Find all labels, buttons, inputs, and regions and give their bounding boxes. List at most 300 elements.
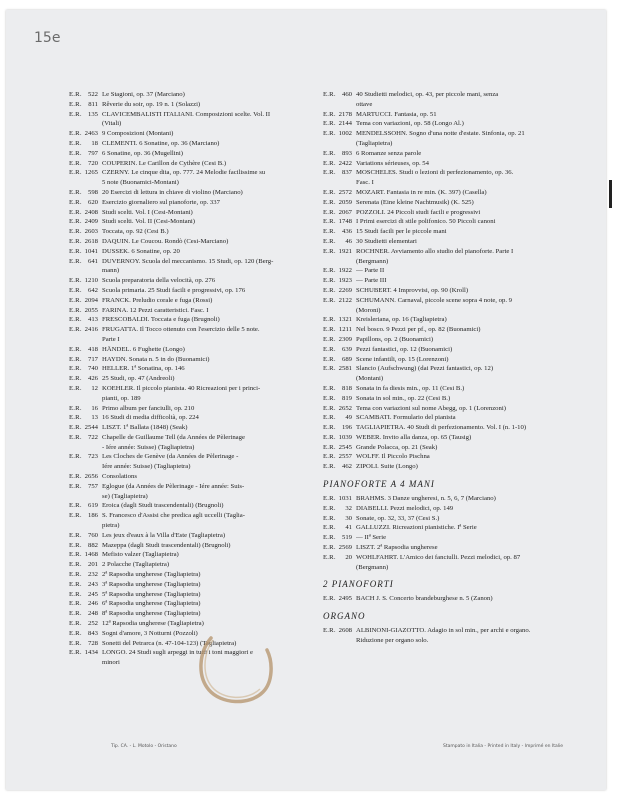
list-item (323, 198, 583, 208)
catalog-number: 2416 (84, 326, 98, 334)
list-item (69, 208, 319, 218)
catalog-number: 243 (87, 580, 98, 588)
catalog-number: 619 (87, 502, 98, 510)
catalog-prefix: E.R. (69, 188, 82, 196)
catalog-prefix: E.R. (69, 326, 82, 334)
catalog-title: 9 Composizioni (Montani) (102, 130, 174, 138)
catalog-number: 30 (345, 514, 352, 522)
list-item (323, 247, 583, 257)
catalog-prefix (69, 492, 82, 502)
catalog-prefix: E.R. (323, 553, 336, 561)
catalog-title: Sonetti del Petrarca (n. 47-104-123) (Tagliapietra) (102, 639, 237, 647)
catalog-number: 2572 (338, 188, 352, 196)
list-item (69, 178, 319, 188)
catalog-title: FRANCK. Preludio corale e fuga (Rossi) (102, 296, 213, 304)
catalog-title: Les Cloches de Genève (da Années de Pèlerinage - (102, 453, 239, 461)
catalog-title: Iére année: Suisse) (Tagliapietra) (102, 463, 191, 471)
list-item (69, 90, 319, 100)
list-item (323, 413, 583, 423)
catalog-title: MARTUCCI. Fantasia, op. 51 (356, 110, 437, 118)
catalog-title: LISZT. 1ª Ballata (1848) (Seak) (102, 424, 188, 432)
catalog-title: Grande Polacca, op. 21 (Seak) (356, 443, 438, 451)
list-item (69, 227, 319, 237)
catalog-title: 6 Sonatine, op. 36 (Mugellini) (102, 149, 183, 157)
catalog-title: (Bergmann) (356, 563, 389, 571)
catalog-title: 40 Studietti melodici, op. 43, per piccole mani, senza (356, 91, 499, 98)
catalog-prefix: E.R. (69, 629, 82, 637)
catalog-number: 837 (341, 169, 352, 177)
list-item (69, 472, 319, 482)
catalog-title: Studi scelti. Vol. II (Cesi-Montani) (102, 218, 195, 226)
list-item (323, 423, 583, 433)
catalog-prefix: E.R. (323, 296, 336, 304)
list-item (323, 404, 583, 414)
catalog-title: 5ª Rapsodia ungherese (Tagliapietra) (102, 590, 201, 598)
catalog-prefix: E.R. (69, 561, 82, 569)
catalog-number: 1921 (338, 247, 352, 255)
catalog-prefix: E.R. (69, 306, 82, 314)
catalog-title: WOLFF. Il Piccolo Pischna (356, 453, 430, 461)
catalog-prefix: E.R. (69, 355, 82, 363)
catalog-title: (Vitali) (102, 120, 122, 128)
list-item (323, 208, 583, 218)
catalog-prefix: E.R. (323, 595, 336, 603)
catalog-prefix: E.R. (69, 237, 82, 245)
list-item (69, 560, 319, 570)
catalog-title: 2ª Rapsodia ungherese (Tagliapietra) (102, 571, 201, 579)
catalog-title: pietra) (102, 522, 120, 530)
catalog-title: — IIª Serie (356, 534, 387, 542)
catalog-title: Papillons, op. 2 (Buonamici) (356, 335, 434, 343)
left-column (69, 90, 319, 668)
catalog-title: Studi scelti. Vol. I (Cesi-Montani) (102, 208, 193, 216)
catalog-prefix: E.R. (323, 453, 336, 461)
catalog-prefix: E.R. (323, 130, 336, 138)
catalog-title: MOZART. Fantasia in re min. (K. 397) (Casella) (356, 188, 487, 196)
catalog-number: 2409 (84, 218, 98, 226)
catalog-prefix: E.R. (69, 620, 82, 628)
catalog-prefix: E.R. (323, 345, 336, 353)
list-item (69, 501, 319, 511)
catalog-title: SCAMBATI. Formulario del pianista (356, 414, 456, 422)
printed-in-italy: Stampato in Italia - Printed in Italy - Imprimé en Italie (443, 744, 564, 749)
catalog-prefix: E.R. (69, 100, 82, 108)
catalog-title: Les jeux d'eaux à la Villa d'Este (Tagliapietra) (102, 531, 226, 539)
catalog-number (82, 462, 102, 472)
catalog-prefix: E.R. (323, 120, 336, 128)
list-item (69, 149, 319, 159)
catalog-number: 135 (87, 110, 98, 118)
catalog-number: 1265 (84, 169, 98, 177)
catalog-number: 642 (87, 286, 98, 294)
catalog-prefix (323, 100, 336, 110)
catalog-number: 252 (87, 620, 98, 628)
catalog-prefix: E.R. (69, 247, 82, 255)
section-heading-organo: ORGANO (323, 611, 366, 622)
list-item (323, 178, 583, 188)
catalog-title: HELLER. 1ª Sonatina, op. 146 (102, 365, 185, 373)
catalog-title: (Bergmann) (356, 257, 389, 265)
list-item (69, 580, 319, 590)
list-item (69, 550, 319, 560)
catalog-number: 20 (345, 553, 352, 561)
catalog-number (82, 521, 102, 531)
catalog-number: 1002 (338, 130, 352, 138)
catalog-prefix: E.R. (69, 482, 82, 490)
catalog-prefix (323, 139, 336, 149)
catalog-prefix: E.R. (323, 149, 336, 157)
catalog-prefix: E.R. (323, 524, 336, 532)
catalog-number: 32 (345, 504, 352, 512)
catalog-number: 1211 (338, 326, 352, 334)
list-item (69, 374, 319, 384)
catalog-number: 811 (88, 100, 98, 108)
catalog-number: 2495 (338, 595, 352, 603)
catalog-title: Toccata, op. 92 (Cesi B.) (102, 228, 169, 236)
list-item (69, 110, 319, 120)
catalog-number: 1468 (84, 551, 98, 559)
catalog-prefix: E.R. (69, 433, 82, 441)
catalog-number: 2463 (84, 130, 98, 138)
catalog-title: ZIPOLI. Suite (Longo) (356, 463, 418, 471)
catalog-prefix: E.R. (69, 639, 82, 647)
list-item (69, 266, 319, 276)
catalog-number: 245 (87, 590, 98, 598)
catalog-title: mann) (102, 267, 120, 275)
list-item (323, 355, 583, 365)
list-item (323, 452, 583, 462)
list-item (323, 266, 583, 276)
catalog-number: 2544 (84, 424, 98, 432)
catalog-number: 598 (87, 188, 98, 196)
catalog-number (336, 374, 356, 384)
list-item (323, 119, 583, 129)
catalog-title: ALBINONI-GIAZOTTO. Adagio in sol min., per archi e organo. (356, 627, 531, 635)
list-item (323, 217, 583, 227)
catalog-number: 882 (87, 541, 98, 549)
catalog-prefix: E.R. (323, 394, 336, 402)
catalog-prefix: E.R. (69, 541, 82, 549)
catalog-number: 2408 (84, 208, 98, 216)
catalog-title: ROCHNER. Avviamento allo studio del pianoforte. Parte I (356, 247, 514, 255)
catalog-prefix (69, 658, 82, 668)
catalog-title: Serenata (Eine kleine Nachtmusik) (K. 525) (356, 198, 474, 206)
catalog-number (82, 492, 102, 502)
catalog-title: Variations sérieuses, op. 54 (356, 159, 429, 167)
catalog-number: 426 (87, 375, 98, 383)
catalog-number: 2608 (338, 627, 352, 635)
catalog-prefix: E.R. (69, 375, 82, 383)
catalog-prefix: E.R. (323, 544, 336, 552)
catalog-title: HÄNDEL. 6 Fughette (Longo) (102, 345, 185, 353)
catalog-prefix: E.R. (323, 627, 336, 635)
list-item (323, 335, 583, 345)
list-item (323, 276, 583, 286)
catalog-number: 2055 (84, 306, 98, 314)
catalog-number: 1434 (84, 649, 98, 657)
list-item (323, 325, 583, 335)
catalog-title: Pezzi fantastici, op. 12 (Buonamici) (356, 345, 453, 353)
catalog-title: (Moroni) (356, 306, 381, 314)
catalog-prefix: E.R. (323, 110, 336, 118)
catalog-prefix: E.R. (69, 169, 82, 177)
catalog-prefix: E.R. (69, 424, 82, 432)
catalog-prefix: E.R. (69, 453, 82, 461)
catalog-number: 418 (87, 345, 98, 353)
list-item (69, 531, 319, 541)
list-item (323, 110, 583, 120)
catalog-title: Sonate, op. 32, 33, 37 (Cesi S.) (356, 514, 440, 522)
catalog-title: Scene infantili, op. 15 (Lorenzoni) (356, 355, 449, 363)
catalog-prefix: E.R. (69, 590, 82, 598)
catalog-title: LISZT. 2ª Rapsodia ungherese (356, 544, 438, 552)
catalog-prefix: E.R. (323, 247, 336, 255)
catalog-number: 819 (341, 394, 352, 402)
list-item (323, 315, 583, 325)
catalog-title: Scuola preparatoria della velocità, op. 276 (102, 277, 216, 285)
catalog-title: Esercizio giornaliero sul pianoforte, op. 337 (102, 198, 220, 206)
catalog-prefix: E.R. (323, 237, 336, 245)
catalog-prefix: E.R. (69, 502, 82, 510)
right-main-list (323, 90, 583, 472)
catalog-number: 201 (87, 561, 98, 569)
catalog-prefix: E.R. (323, 495, 336, 503)
catalog-prefix: E.R. (69, 649, 82, 657)
catalog-number: 18 (91, 139, 98, 147)
catalog-prefix: E.R. (323, 384, 336, 392)
list-item (69, 168, 319, 178)
list-item (69, 433, 319, 443)
catalog-title: 6 Romanze senza parole (356, 149, 422, 157)
list-item (323, 636, 583, 646)
catalog-title: 5 note (Buonamici-Montani) (102, 179, 179, 187)
catalog-title: Sogni d'amore, 3 Notturni (Pozzoli) (102, 629, 198, 637)
catalog-prefix: E.R. (323, 414, 336, 422)
catalog-title: LONGO. 24 Studi sugli arpeggi in tutti i toni maggiori e (102, 649, 254, 657)
catalog-title: Tema con variazioni, op. 58 (Longo Al.) (356, 120, 464, 128)
catalog-prefix: E.R. (69, 91, 82, 98)
catalog-title: Nel bosco. 9 Pezzi per pf., op. 82 (Buonamici) (356, 326, 481, 334)
catalog-prefix: E.R. (69, 345, 82, 353)
catalog-title: Sonata in sol min., op. 22 (Cesi B.) (356, 394, 451, 402)
catalog-prefix (69, 521, 82, 531)
list-item (69, 404, 319, 414)
catalog-prefix: E.R. (323, 277, 336, 285)
list-item (323, 433, 583, 443)
catalog-title: Parte I (102, 335, 120, 343)
list-item (323, 139, 583, 149)
catalog-number (82, 266, 102, 276)
catalog-prefix: E.R. (323, 504, 336, 512)
catalog-title: Slancio (Aufschwung) (dai Pezzi fantastici, op. 12) (356, 365, 494, 373)
list-item (323, 149, 583, 159)
list-item (323, 129, 583, 139)
catalog-prefix: E.R. (69, 286, 82, 294)
list-item (69, 355, 319, 365)
catalog-prefix: E.R. (69, 404, 82, 412)
list-item (323, 504, 583, 514)
catalog-number: 13 (91, 414, 98, 422)
catalog-title: MOSCHELES. Studi o lezioni di perfezionamento, op. 36. (356, 169, 514, 177)
catalog-prefix: E.R. (323, 463, 336, 471)
catalog-prefix: E.R. (69, 208, 82, 216)
catalog-prefix (323, 636, 336, 646)
catalog-title: - Iére année: Suisse) (Tagliapietra) (102, 443, 195, 451)
catalog-number (82, 178, 102, 188)
catalog-number (336, 306, 356, 316)
catalog-title: WOHLFAHRT. L'Amico dei fanciulli. Pezzi melodici, op. 87 (356, 553, 521, 561)
list-item (323, 306, 583, 316)
list-item (69, 276, 319, 286)
catalog-number: 196 (341, 424, 352, 432)
section-heading-4-mani: PIANOFORTE A 4 MANI (323, 479, 435, 490)
list-item (69, 452, 319, 462)
catalog-number: 1210 (84, 277, 98, 285)
catalog-number: 2094 (84, 296, 98, 304)
list-item (323, 374, 583, 384)
catalog-title: SCHUBERT. 4 Improvvisi, op. 90 (Kroll) (356, 286, 469, 294)
catalog-title: 16 Studi di media difficoltà, op. 224 (102, 414, 199, 422)
catalog-number: 462 (341, 463, 352, 471)
catalog-number: 1041 (84, 247, 98, 255)
catalog-title: Chapelle de Guillaume Tell (da Années de Pèlerinage (102, 433, 245, 441)
list-item (69, 129, 319, 139)
catalog-number: 2144 (338, 120, 352, 128)
catalog-title: KOEHLER. Il piccolo pianista. 40 Ricreazioni per i princi- (102, 384, 261, 392)
list-item (69, 159, 319, 169)
catalog-prefix: E.R. (69, 139, 82, 147)
catalog-title: Fasc. I (356, 179, 374, 187)
catalog-number: 2656 (84, 473, 98, 481)
catalog-prefix: E.R. (323, 326, 336, 334)
catalog-title: — Parte II (356, 267, 385, 275)
list-item (323, 626, 583, 636)
list-item (69, 345, 319, 355)
list-item (323, 443, 583, 453)
catalog-title: 6ª Rapsodia ungherese (Tagliapietra) (102, 600, 201, 608)
catalog-title: FRUGATTA. Il Tocco ottenuto con l'esercizio delle 5 note. (102, 326, 260, 334)
list-item (323, 553, 583, 563)
catalog-number: 2178 (338, 110, 352, 118)
catalog-prefix: E.R. (69, 257, 82, 265)
catalog-number (336, 178, 356, 188)
catalog-title: 15 Studi facili per le piccole mani (356, 228, 447, 236)
catalog-number: 246 (87, 600, 98, 608)
list-item (69, 315, 319, 325)
list-item (69, 462, 319, 472)
catalog-prefix: E.R. (69, 384, 82, 392)
list-item (69, 394, 319, 404)
catalog-number: 2545 (338, 443, 352, 451)
catalog-number: 639 (341, 345, 352, 353)
catalog-title: DIABELLI. Pezzi melodici, op. 149 (356, 504, 454, 512)
catalog-title: Kreisleriana, op. 16 (Tagliapietra) (356, 316, 447, 324)
catalog-prefix: E.R. (323, 286, 336, 294)
catalog-number: 2122 (338, 296, 352, 304)
list-item (69, 511, 319, 521)
catalog-title: CZERNY. Le cinque dita, op. 777. 24 Melodie facilissime su (102, 169, 266, 177)
catalog-number: 893 (341, 149, 352, 157)
catalog-number: 248 (87, 610, 98, 618)
catalog-prefix: E.R. (69, 316, 82, 324)
catalog-number: 760 (87, 531, 98, 539)
catalog-page (6, 10, 606, 790)
pencil-mark: 15e (34, 30, 61, 46)
catalog-number: 757 (87, 482, 98, 490)
catalog-title: FRESCOBALDI. Toccata e fuga (Brugnoli) (102, 316, 220, 324)
catalog-title: COUPERIN. Le Carillon de Cythère (Cesi B.) (102, 159, 227, 167)
catalog-prefix (69, 266, 82, 276)
catalog-title: FARINA. 12 Pezzi caratteristici. Fasc. I (102, 306, 209, 314)
catalog-number: 519 (341, 534, 352, 542)
catalog-number: 1039 (338, 433, 352, 441)
list-item (69, 100, 319, 110)
catalog-title: POZZOLI. 24 Piccoli studi facili e progressivi (356, 208, 481, 216)
list-item (69, 217, 319, 227)
catalog-prefix: E.R. (69, 198, 82, 206)
catalog-prefix: E.R. (323, 404, 336, 412)
catalog-prefix: E.R. (69, 571, 82, 579)
catalog-prefix: E.R. (69, 277, 82, 285)
catalog-title: DUSSEK. 6 Sonatine, op. 20 (102, 247, 180, 255)
catalog-title: CLEMENTI. 6 Sonatine, op. 36 (Marciano) (102, 139, 220, 147)
catalog-title: BRAHMS. 3 Danze ungheresi, n. 5, 6, 7 (Marciano) (356, 495, 496, 503)
catalog-number: 1923 (338, 277, 352, 285)
list-item (69, 521, 319, 531)
catalog-title: 25 Studi, op. 47 (Andreoli) (102, 375, 175, 383)
catalog-prefix: E.R. (69, 551, 82, 559)
catalog-title: Mefisto valzer (Tagliapietra) (102, 551, 179, 559)
list-item (323, 523, 583, 533)
list-item (323, 227, 583, 237)
catalog-prefix: E.R. (323, 91, 336, 98)
catalog-number: 16 (91, 404, 98, 412)
section-heading-2-pianoforti: 2 PIANOFORTI (323, 579, 394, 590)
list-item (323, 90, 583, 100)
catalog-prefix: E.R. (323, 316, 336, 324)
catalog-title: se) (Tagliapietra) (102, 492, 148, 500)
list-item (323, 563, 583, 573)
list-item (69, 443, 319, 453)
catalog-number: 2269 (338, 286, 352, 294)
catalog-prefix: E.R. (323, 218, 336, 226)
catalog-title: 3ª Rapsodia ungherese (Tagliapietra) (102, 580, 201, 588)
catalog-number: 720 (87, 159, 98, 167)
list-item (69, 364, 319, 374)
catalog-title: Mazeppa (dagli Studi trascendentali) (Brugnoli) (102, 541, 231, 549)
catalog-number: 232 (87, 571, 98, 579)
catalog-number: 641 (87, 257, 98, 265)
catalog-prefix: E.R. (323, 198, 336, 206)
list-item (323, 168, 583, 178)
catalog-number: 2569 (338, 544, 352, 552)
catalog-title: DUVERNOY. Scuola del meccanismo. 15 Studi, op. 120 (Berg- (102, 257, 274, 265)
catalog-number: 12 (91, 384, 98, 392)
catalog-number: 723 (87, 453, 98, 461)
printer-imprint: Tip. CA. - L. Motolo - Oristano (111, 744, 177, 749)
catalog-title: (Montani) (356, 375, 384, 383)
catalog-title: 2 Polacche (Tagliapietra) (102, 561, 170, 569)
right-column (323, 90, 583, 646)
catalog-title: — Parte III (356, 277, 387, 285)
catalog-number (82, 119, 102, 129)
list-item (69, 599, 319, 609)
catalog-prefix: E.R. (69, 110, 82, 118)
catalog-title: Le Stagioni, op. 37 (Marciano) (102, 91, 185, 98)
catalog-number (336, 100, 356, 110)
catalog-title: Scuola primaria. 25 Studi facili e progressivi, op. 176 (102, 286, 246, 294)
list-item (323, 237, 583, 247)
